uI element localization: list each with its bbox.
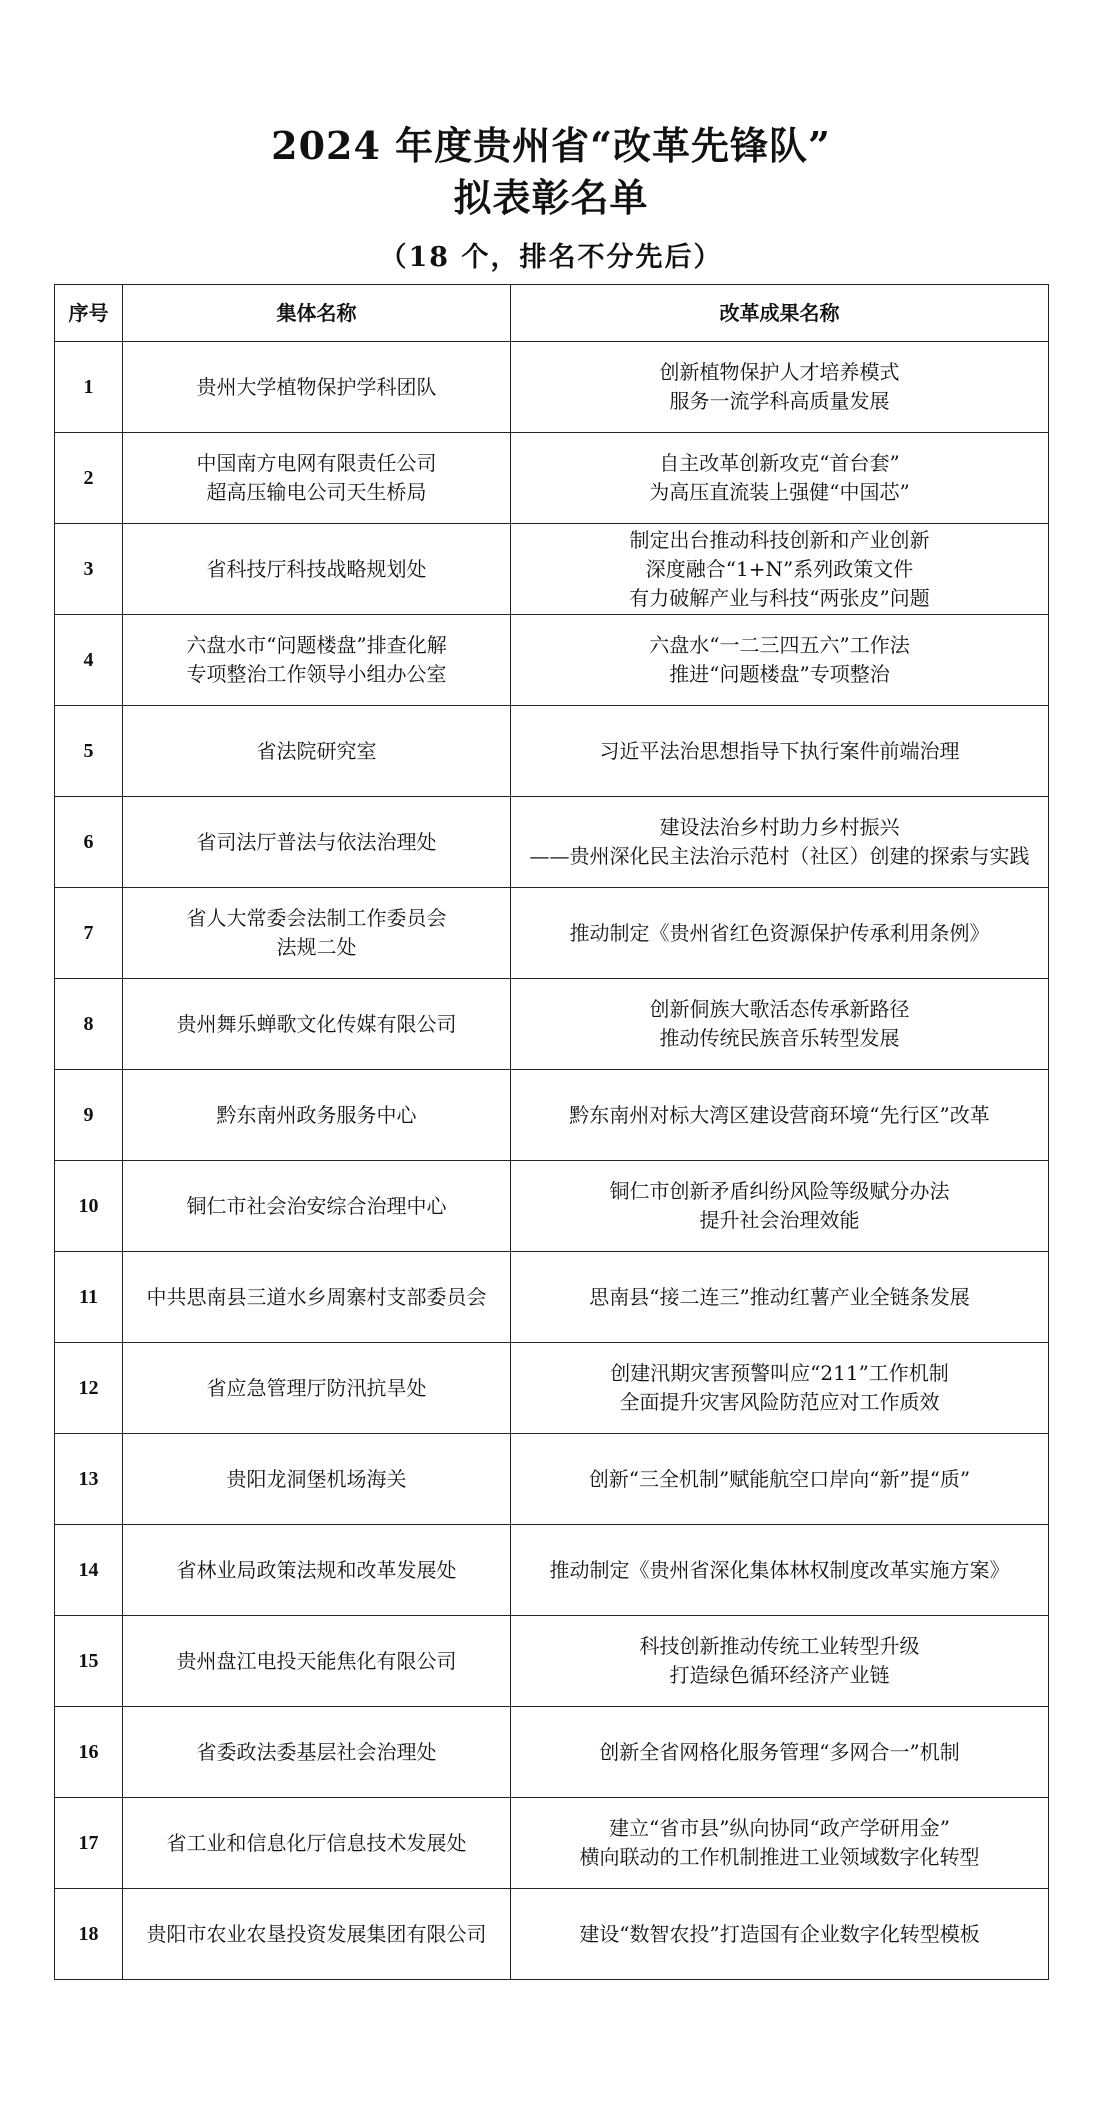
reform-result-line: 横向联动的工作机制推进工业领域数字化转型: [579, 1845, 980, 1869]
row-number-cell: 12: [55, 1343, 123, 1434]
collective-name-line: 贵州舞乐蝉歌文化传媒有限公司: [176, 1011, 457, 1036]
reform-result-line: 自主改革创新攻克“首台套”: [659, 451, 900, 475]
collective-name-cell: [123, 979, 511, 1070]
reform-result-line: 推动制定《贵州省深化集体林权制度改革实施方案》: [549, 1557, 1010, 1582]
column-header-name: 集体名称: [123, 285, 511, 342]
row-number-cell: 10: [55, 1161, 123, 1252]
reform-result-line: ——贵州深化民主法治示范村（社区）创建的探索与实践: [529, 844, 1030, 868]
table-row: [55, 1798, 1049, 1889]
collective-name-line: 法规二处: [276, 935, 357, 959]
reform-result-line: 打造绿色循环经济产业链: [669, 1663, 890, 1687]
title-line-2: 拟表彰名单: [453, 175, 649, 220]
collective-name-line: 中共思南县三道水乡周寨村支部委员会: [146, 1284, 487, 1309]
reform-result-line: 推动制定《贵州省红色资源保护传承利用条例》: [569, 920, 990, 945]
row-number-cell: 6: [55, 797, 123, 888]
row-number-cell: 5: [55, 706, 123, 797]
reform-result-cell: [511, 979, 1049, 1070]
collective-name-cell: [123, 1798, 511, 1889]
reform-result-line: 推动传统民族音乐转型发展: [659, 1026, 900, 1050]
collective-name-cell: [123, 1889, 511, 1980]
collective-name-cell: [123, 1434, 511, 1525]
collective-name-cell: [123, 797, 511, 888]
reform-result-line: 黔东南州对标大湾区建设营商环境“先行区”改革: [569, 1102, 990, 1127]
collective-name-cell: [123, 1707, 511, 1798]
honor-list-table: [54, 284, 1049, 1980]
collective-name-line: 省委政法委基层社会治理处: [196, 1739, 437, 1764]
reform-result-line: 制定出台推动科技创新和产业创新: [629, 527, 930, 552]
table-row: [55, 342, 1049, 433]
reform-result-line: 建设“数智农投”打造国有企业数字化转型模板: [579, 1921, 980, 1946]
reform-result-cell: [511, 888, 1049, 979]
reform-result-cell: [511, 433, 1049, 524]
reform-result-cell: [511, 1070, 1049, 1161]
collective-name-line: 专项整治工作领导小组办公室: [186, 662, 447, 686]
row-number-cell: 8: [55, 979, 123, 1070]
title-line-1: 2024 年度贵州省“改革先锋队”: [271, 123, 831, 168]
collective-name-line: 省人大常委会法制工作委员会: [186, 906, 447, 930]
table-row: [55, 1252, 1049, 1343]
reform-result-cell: [511, 1707, 1049, 1798]
reform-result-cell: [511, 1525, 1049, 1616]
table-row: [55, 433, 1049, 524]
table-header-row: [55, 285, 1049, 342]
reform-result-cell: [511, 1161, 1049, 1252]
row-number-cell: 2: [55, 433, 123, 524]
collective-name-line: 贵阳市农业农垦投资发展集团有限公司: [146, 1921, 487, 1946]
collective-name-line: 贵阳龙洞堡机场海关: [226, 1466, 407, 1491]
collective-name-line: 省司法厅普法与依法治理处: [196, 829, 437, 854]
reform-result-line: 推进“问题楼盘”专项整治: [669, 662, 890, 686]
table-body: [55, 342, 1049, 1980]
table-row: [55, 979, 1049, 1070]
table-row: [55, 1525, 1049, 1616]
row-number-cell: 18: [55, 1889, 123, 1980]
row-number-cell: 7: [55, 888, 123, 979]
table-row: [55, 615, 1049, 706]
reform-result-cell: [511, 797, 1049, 888]
table-row: [55, 1434, 1049, 1525]
collective-name-cell: [123, 342, 511, 433]
collective-name-line: 省工业和信息化厅信息技术发展处: [166, 1830, 467, 1855]
reform-result-line: 习近平法治思想指导下执行案件前端治理: [599, 738, 960, 763]
reform-result-cell: [511, 1798, 1049, 1889]
table-row: [55, 706, 1049, 797]
reform-result-line: 建设法治乡村助力乡村振兴: [659, 815, 900, 839]
reform-result-cell: [511, 1889, 1049, 1980]
column-header-result: 改革成果名称: [511, 285, 1049, 342]
table-row: [55, 1070, 1049, 1161]
reform-result-line: 创新侗族大歌活态传承新路径: [649, 997, 910, 1021]
collective-name-line: 省应急管理厅防汛抗旱处: [206, 1375, 427, 1400]
reform-result-line: 科技创新推动传统工业转型升级: [639, 1634, 920, 1658]
reform-result-line: 有力破解产业与科技“两张皮”问题: [629, 585, 930, 610]
reform-result-line: 思南县“接二连三”推动红薯产业全链条发展: [589, 1284, 970, 1309]
reform-result-line: 为高压直流装上强健“中国芯”: [649, 480, 910, 504]
row-number-cell: 17: [55, 1798, 123, 1889]
reform-result-cell: [511, 706, 1049, 797]
collective-name-cell: [123, 1343, 511, 1434]
collective-name-cell: [123, 1252, 511, 1343]
table-row: [55, 1889, 1049, 1980]
table-row: [55, 797, 1049, 888]
reform-result-cell: [511, 1434, 1049, 1525]
reform-result-line: 建立“省市县”纵向协同“政产学研用金”: [609, 1816, 950, 1840]
reform-result-cell: [511, 1252, 1049, 1343]
collective-name-cell: [123, 1525, 511, 1616]
page-subtitle: （18 个，排名不分先后）: [379, 242, 723, 273]
row-number-cell: 1: [55, 342, 123, 433]
collective-name-line: 黔东南州政务服务中心: [216, 1102, 417, 1127]
reform-result-line: 创建汛期灾害预警叫应“211”工作机制: [610, 1361, 949, 1385]
page-title: [0, 120, 1102, 224]
reform-result-line: 全面提升灾害风险防范应对工作质效: [619, 1390, 940, 1414]
reform-result-cell: [511, 1343, 1049, 1434]
reform-result-line: 创新植物保护人才培养模式: [659, 360, 900, 384]
collective-name-line: 贵州盘江电投天能焦化有限公司: [176, 1648, 457, 1673]
reform-result-cell: [511, 342, 1049, 433]
collective-name-line: 省林业局政策法规和改革发展处: [176, 1557, 457, 1582]
column-header-no: 序号: [55, 285, 123, 342]
reform-result-cell: [511, 524, 1049, 615]
reform-result-line: 六盘水“一二三四五六”工作法: [649, 633, 910, 657]
table-row: [55, 1616, 1049, 1707]
collective-name-line: 六盘水市“问题楼盘”排查化解: [186, 633, 447, 657]
collective-name-cell: [123, 1070, 511, 1161]
collective-name-line: 超高压输电公司天生桥局: [206, 480, 427, 504]
collective-name-cell: [123, 615, 511, 706]
collective-name-line: 省法院研究室: [256, 738, 377, 763]
reform-result-line: 提升社会治理效能: [699, 1208, 860, 1232]
reform-result-line: 创新全省网格化服务管理“多网合一”机制: [599, 1739, 960, 1764]
reform-result-line: 创新“三全机制”赋能航空口岸向“新”提“质”: [588, 1466, 971, 1491]
table-row: [55, 888, 1049, 979]
collective-name-cell: [123, 1616, 511, 1707]
table-row: [55, 524, 1049, 615]
collective-name-line: 省科技厅科技战略规划处: [206, 556, 427, 581]
collective-name-cell: [123, 1161, 511, 1252]
collective-name-line: 铜仁市社会治安综合治理中心: [186, 1193, 447, 1218]
collective-name-cell: [123, 888, 511, 979]
collective-name-line: 中国南方电网有限责任公司: [196, 451, 437, 475]
collective-name-cell: [123, 524, 511, 615]
collective-name-cell: [123, 706, 511, 797]
row-number-cell: 16: [55, 1707, 123, 1798]
reform-result-line: 深度融合“1+N”系列政策文件: [645, 556, 914, 581]
reform-result-cell: [511, 1616, 1049, 1707]
collective-name-cell: [123, 433, 511, 524]
row-number-cell: 11: [55, 1252, 123, 1343]
collective-name-line: 贵州大学植物保护学科团队: [196, 374, 437, 399]
row-number-cell: 4: [55, 615, 123, 706]
table-row: [55, 1707, 1049, 1798]
reform-result-line: 铜仁市创新矛盾纠纷风险等级赋分办法: [609, 1179, 950, 1203]
row-number-cell: 14: [55, 1525, 123, 1616]
reform-result-cell: [511, 615, 1049, 706]
row-number-cell: 3: [55, 524, 123, 615]
table-row: [55, 1343, 1049, 1434]
reform-result-line: 服务一流学科高质量发展: [669, 389, 890, 413]
table-row: [55, 1161, 1049, 1252]
row-number-cell: 13: [55, 1434, 123, 1525]
row-number-cell: 15: [55, 1616, 123, 1707]
row-number-cell: 9: [55, 1070, 123, 1161]
